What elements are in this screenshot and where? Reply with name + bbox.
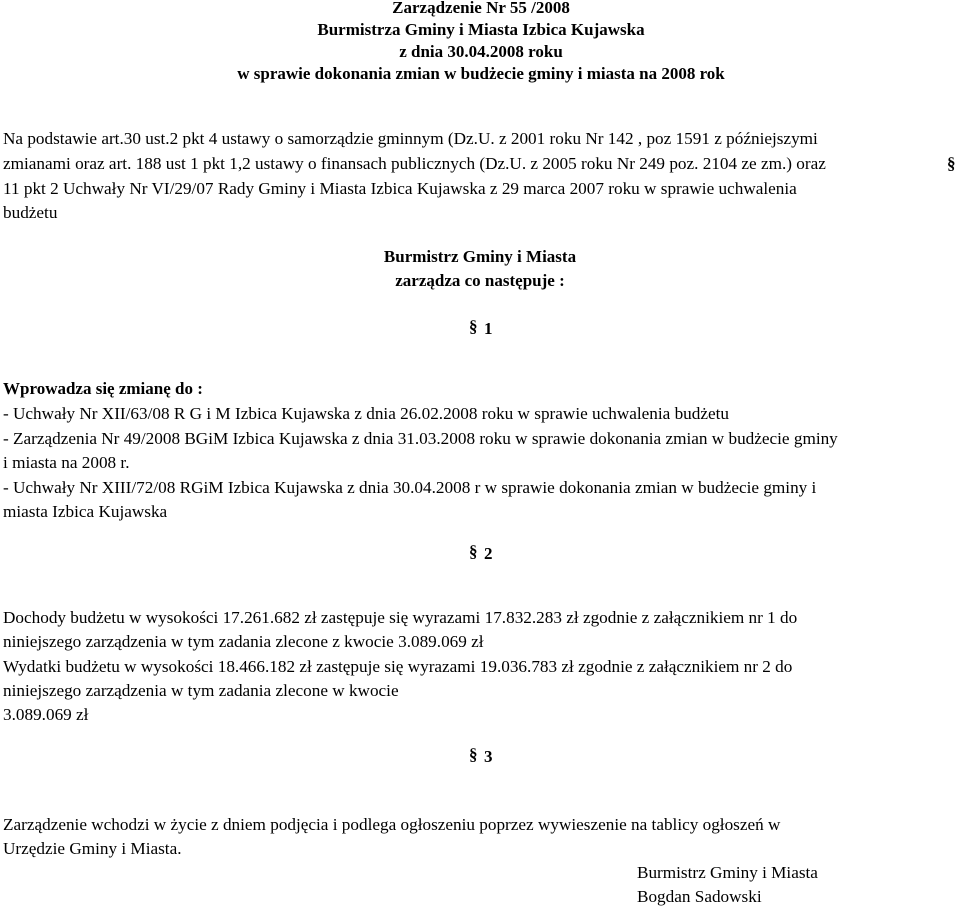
legal-basis-line-1: Na podstawie art.30 ust.2 pkt 4 ustawy o samorządzie gminnym (Dz.U. z 2001 roku Nr 142 , poz 1591 z późniejszymi bbox=[3, 129, 818, 148]
section-1-number: 1 bbox=[484, 319, 493, 338]
section-2-number: 2 bbox=[484, 544, 493, 563]
decree-authority: Burmistrz Gminy i Miasta bbox=[383, 247, 577, 266]
legal-basis-line-2: zmianami oraz art. 188 ust 1 pkt 1,2 ustawy o finansach publicznych (Dz.U. z 2005 roku Nr 249 poz. 2104 ze zm.) oraz bbox=[3, 154, 826, 173]
section-1-item-2-cont: i miasta na 2008 r. bbox=[3, 453, 130, 472]
section-1-item-2: - Zarządzenia Nr 49/2008 BGiM Izbica Kujawska z dnia 31.03.2008 roku w sprawie dokonania zmian w budżecie gminy bbox=[3, 429, 838, 448]
signature-name: Bogdan Sadowski bbox=[637, 887, 762, 906]
legal-basis-line-3: 11 pkt 2 Uchwały Nr VI/29/07 Rady Gminy i Miasta Izbica Kujawska z 29 marca 2007 roku w sprawie uchwalenia bbox=[3, 179, 797, 198]
section-sign-icon: § bbox=[469, 542, 478, 561]
section-1-intro: Wprowadza się zmianę do : bbox=[3, 379, 203, 398]
section-1-item-3: - Uchwały Nr XIII/72/08 RGiM Izbica Kujawska z dnia 30.04.2008 r w sprawie dokonania zmian w budżecie gminy i bbox=[3, 478, 817, 497]
section-2-expense-line-1: Wydatki budżetu w wysokości 18.466.182 zł zastępuje się wyrazami 19.036.783 zł zgodnie z załącznikiem nr 2 do bbox=[3, 657, 793, 676]
section-2-income-line-2: niniejszego zarządzenia w tym zadania zlecone z kwocie 3.089.069 zł bbox=[3, 632, 484, 651]
section-2-income-line-1: Dochody budżetu w wysokości 17.261.682 zł zastępuje się wyrazami 17.832.283 zł zgodnie z załącznikiem nr 1 do bbox=[3, 608, 798, 627]
section-2-expense-line-3: 3.089.069 zł bbox=[3, 705, 89, 724]
document-date: z dnia 30.04.2008 roku bbox=[399, 42, 563, 61]
section-3-line-2: Urzędzie Gminy i Miasta. bbox=[3, 839, 182, 858]
section-1-item-1: - Uchwały Nr XII/63/08 R G i M Izbica Kujawska z dnia 26.02.2008 roku w sprawie uchwalenia budżetu bbox=[3, 404, 729, 423]
document-issuer: Burmistrza Gminy i Miasta Izbica Kujawska bbox=[317, 20, 645, 39]
section-1-item-3-cont: miasta Izbica Kujawska bbox=[3, 502, 168, 521]
legal-basis-line-4: budżetu bbox=[3, 203, 58, 222]
section-sign-icon: § bbox=[469, 317, 478, 336]
section-sign-icon: § bbox=[469, 745, 478, 764]
signature-role: Burmistrz Gminy i Miasta bbox=[637, 863, 818, 882]
document-title: Zarządzenie Nr 55 /2008 bbox=[392, 0, 570, 17]
document-subject: w sprawie dokonania zmian w budżecie gminy i miasta na 2008 rok bbox=[237, 64, 725, 83]
section-3-number: 3 bbox=[484, 747, 493, 766]
section-3-line-1: Zarządzenie wchodzi w życie z dniem podjęcia i podlega ogłoszeniu poprzez wywieszenie na tablicy ogłoszeń w bbox=[3, 815, 781, 834]
section-sign-icon: § bbox=[947, 154, 956, 173]
section-2-expense-line-2: niniejszego zarządzenia w tym zadania zlecone w kwocie bbox=[3, 681, 399, 700]
decree-statement: zarządza co następuje : bbox=[395, 271, 565, 290]
